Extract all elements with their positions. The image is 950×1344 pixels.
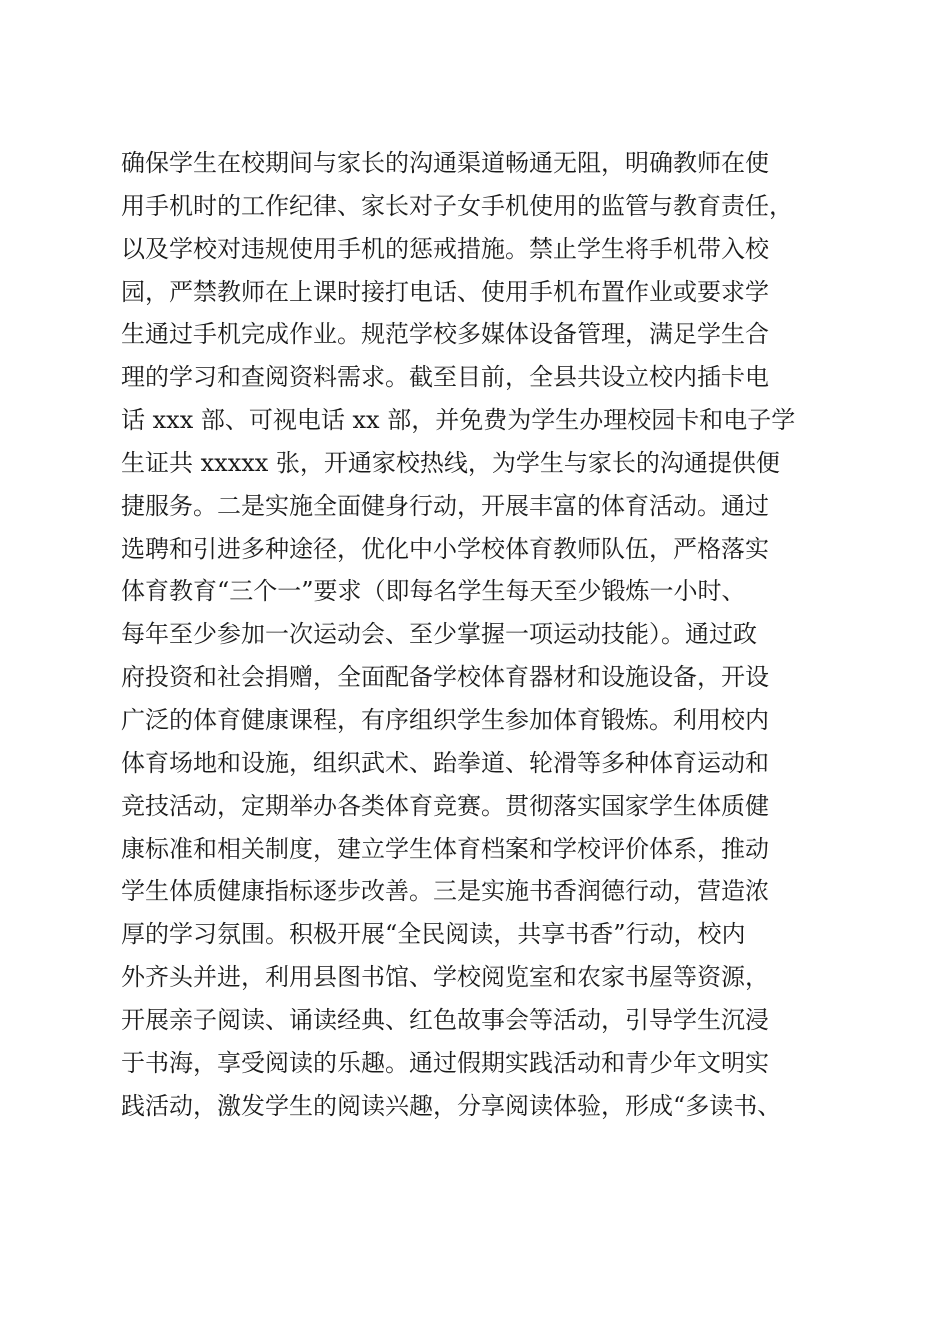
text-line-9: 捷服务。二是实施全面健身行动，开展丰富的体育活动。通过 bbox=[121, 491, 769, 520]
text-line-2: 用手机时的工作纪律、家长对子女手机使用的监管与教育责任， bbox=[121, 191, 793, 220]
text-line-15: 体育场地和设施，组织武术、跆拳道、轮滑等多种体育运动和 bbox=[121, 748, 769, 777]
text-line-7: 话 xxx 部、可视电话 xx 部，并免费为学生办理校园卡和电子学 bbox=[121, 406, 796, 435]
text-line-5: 生通过手机完成作业。规范学校多媒体设备管理，满足学生合 bbox=[121, 320, 769, 349]
text-line-11: 体育教育“三个一”要求（即每名学生每天至少锻炼一小时、 bbox=[121, 577, 746, 606]
text-line-6: 理的学习和查阅资料需求。截至目前，全县共设立校内插卡电 bbox=[121, 363, 769, 392]
text-line-19: 厚的学习氛围。积极开展“全民阅读，共享书香”行动，校内 bbox=[121, 920, 746, 949]
text-line-16: 竞技活动，定期举办各类体育竞赛。贯彻落实国家学生体质健 bbox=[121, 791, 769, 820]
text-line-13: 府投资和社会捐赠，全面配备学校体育器材和设施设备，开设 bbox=[121, 663, 769, 692]
body-text bbox=[121, 142, 841, 1127]
text-line-17: 康标准和相关制度，建立学生体育档案和学校评价体系，推动 bbox=[121, 834, 769, 863]
text-line-18: 学生体质健康指标逐步改善。三是实施书香润德行动，营造浓 bbox=[121, 877, 769, 906]
text-line-3: 以及学校对违规使用手机的惩戒措施。禁止学生将手机带入校 bbox=[121, 234, 769, 263]
text-line-14: 广泛的体育健康课程，有序组织学生参加体育锻炼。利用校内 bbox=[121, 705, 769, 734]
text-line-20: 外齐头并进，利用县图书馆、学校阅览室和农家书屋等资源， bbox=[121, 963, 769, 992]
text-line-1: 确保学生在校期间与家长的沟通渠道畅通无阻，明确教师在使 bbox=[121, 149, 769, 177]
text-line-4: 园，严禁教师在上课时接打电话、使用手机布置作业或要求学 bbox=[121, 277, 769, 306]
text-line-23: 践活动，激发学生的阅读兴趣，分享阅读体验，形成“多读书、 bbox=[121, 1091, 782, 1120]
text-line-22: 于书海，享受阅读的乐趣。通过假期实践活动和青少年文明实 bbox=[121, 1048, 769, 1077]
text-line-8: 生证共 xxxxx 张，开通家校热线，为学生与家长的沟通提供便 bbox=[121, 448, 780, 477]
text-line-21: 开展亲子阅读、诵读经典、红色故事会等活动，引导学生沉浸 bbox=[121, 1005, 769, 1034]
text-line-12: 每年至少参加一次运动会、至少掌握一项运动技能）。通过政 bbox=[121, 620, 757, 649]
text-line-10: 选聘和引进多种途径，优化中小学校体育教师队伍，严格落实 bbox=[121, 534, 769, 563]
